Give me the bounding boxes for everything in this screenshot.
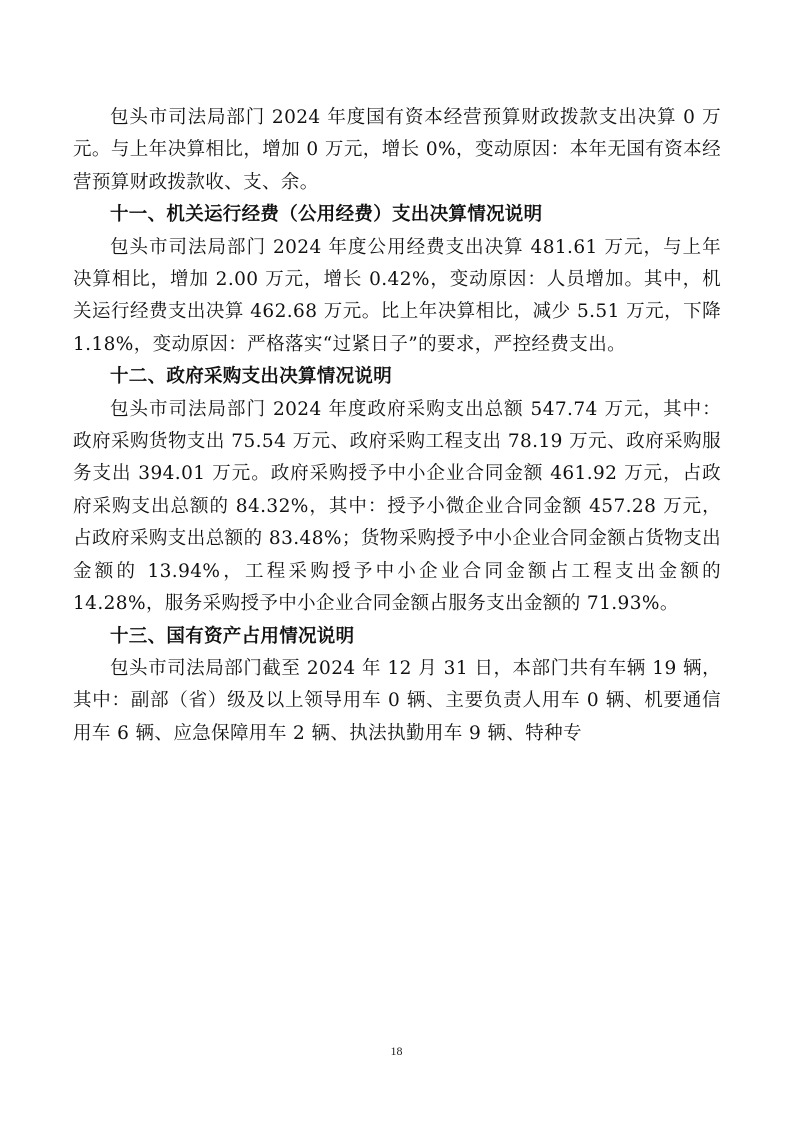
section-heading-12: 十二、政府采购支出决算情况说明 xyxy=(110,366,393,388)
paragraph-state-capital-budget: 包头市司法局部门 2024 年度国有资本经营预算财政拨款支出决算 0 万元。与上年决算相比，增加 0 万元，增长 0%，变动原因：本年无国有资本经营预算财政拨款收、支、余。 xyxy=(73,107,721,193)
page-number: 18 xyxy=(390,1044,403,1058)
paragraph-government-procurement: 包头市司法局部门 2024 年度政府采购支出总额 547.74 万元，其中：政府采购货物支出 75.54 万元、政府采购工程支出 78.19 万元、政府采购服务支出 394.01 万元。政府采购授予中小企业合同金额 461.92 万元，占政府采购支出总额的 84.32%，其中：授予小微企业合同金额 457.28 万元，占政府采购支出总额的 83.48%；货物采购授予中小企业合同金额占货物支出金额的 13.94%，工程采购授予中小企业合同金额占工程支出金额的 14.28%，服务采购授予中小企业合同金额占服务支出金额的 71.93%。 xyxy=(73,398,721,615)
paragraph-state-assets: 包头市司法局部门截至 2024 年 12 月 31 日，本部门共有车辆 19 辆，其中：副部（省）级及以上领导用车 0 辆、主要负责人用车 0 辆、机要通信用车 6 辆、应急保障用车 2 辆、执法执勤用车 9 辆、特种专 xyxy=(73,657,721,744)
document-body xyxy=(73,102,721,750)
paragraph-public-expenses: 包头市司法局部门 2024 年度公用经费支出决算 481.61 万元，与上年决算相比，增加 2.00 万元，增长 0.42%，变动原因：人员增加。其中，机关运行经费支出决算 462.68 万元。比上年决算相比，减少 5.51 万元，下降 1.18%，变动原因：严格落实“过紧日子”的要求，严控经费支出。 xyxy=(73,236,721,355)
section-heading-11: 十一、机关运行经费（公用经费）支出决算情况说明 xyxy=(110,204,543,226)
section-heading-13: 十三、国有资产占用情况说明 xyxy=(110,625,355,647)
